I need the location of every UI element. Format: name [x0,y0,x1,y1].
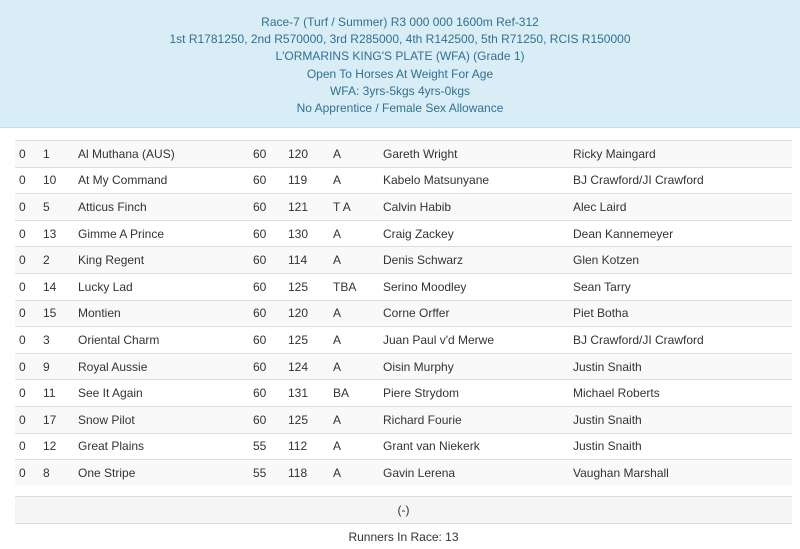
table-row [15,141,792,168]
runner-jockey: Piere Strydom [383,380,573,407]
runner-number: 9 [43,353,78,380]
runner-equipment: A [333,247,383,274]
table-row [15,220,792,247]
runner-jockey: Richard Fourie [383,406,573,433]
runner-horse: Lucky Lad [78,273,253,300]
race-conditions: Open To Horses At Weight For Age [306,66,494,81]
runner-weight: 60 [253,406,288,433]
table-row [15,194,792,221]
footer-placeholder: (-) [15,496,792,523]
runner-number: 13 [43,220,78,247]
runner-equipment: T A [333,194,383,221]
runner-trainer: Justin Snaith [573,353,792,380]
runner-trainer: BJ Crawford/JI Crawford [573,167,792,194]
runner-number: 15 [43,300,78,327]
runner-number: 10 [43,167,78,194]
runner-weight: 55 [253,460,288,487]
runner-weight: 55 [253,433,288,460]
runner-rating: 125 [288,406,333,433]
runner-horse: Royal Aussie [78,353,253,380]
runner-scratched: 0 [15,220,43,247]
runner-number: 5 [43,194,78,221]
race-title: Race-7 (Turf / Summer) R3 000 000 1600m Ref-312 [261,15,539,29]
runner-scratched: 0 [15,247,43,274]
runner-scratched: 0 [15,327,43,354]
runner-jockey: Juan Paul v'd Merwe [383,327,573,354]
runner-weight: 60 [253,141,288,168]
runners-table-wrapper [15,140,792,486]
runner-trainer: Michael Roberts [573,380,792,407]
runner-rating: 124 [288,353,333,380]
runner-rating: 112 [288,433,333,460]
runner-scratched: 0 [15,167,43,194]
runner-horse: Atticus Finch [78,194,253,221]
runner-horse: Gimme A Prince [78,220,253,247]
runner-rating: 114 [288,247,333,274]
runner-scratched: 0 [15,433,43,460]
runner-trainer: Justin Snaith [573,406,792,433]
table-row [15,247,792,274]
runner-equipment: A [333,460,383,487]
runner-horse: Oriental Charm [78,327,253,354]
runner-scratched: 0 [15,141,43,168]
race-header [0,0,800,128]
runner-jockey: Gavin Lerena [383,460,573,487]
table-row [15,327,792,354]
runner-number: 2 [43,247,78,274]
runner-weight: 60 [253,380,288,407]
runner-horse: King Regent [78,247,253,274]
runner-trainer: Glen Kotzen [573,247,792,274]
runner-trainer: Ricky Maingard [573,141,792,168]
runner-jockey: Corne Orffer [383,300,573,327]
table-row [15,167,792,194]
runner-rating: 125 [288,327,333,354]
runner-trainer: Justin Snaith [573,433,792,460]
runner-weight: 60 [253,167,288,194]
runner-weight: 60 [253,247,288,274]
runner-weight: 60 [253,220,288,247]
runner-horse: Great Plains [78,433,253,460]
runner-horse: Snow Pilot [78,406,253,433]
runner-weight: 60 [253,273,288,300]
runner-horse: Al Muthana (AUS) [78,141,253,168]
runner-weight: 60 [253,300,288,327]
runner-rating: 119 [288,167,333,194]
runner-jockey: Gareth Wright [383,141,573,168]
runners-table-body [15,141,792,487]
runner-scratched: 0 [15,273,43,300]
runner-scratched: 0 [15,300,43,327]
runner-scratched: 0 [15,460,43,487]
runner-trainer: Alec Laird [573,194,792,221]
runner-rating: 120 [288,300,333,327]
race-name: L'ORMARINS KING'S PLATE (WFA) (Grade 1) [275,49,525,64]
runner-equipment: A [333,327,383,354]
runner-trainer: Dean Kannemeyer [573,220,792,247]
runner-weight: 60 [253,327,288,354]
table-row [15,460,792,487]
runner-jockey: Serino Moodley [383,273,573,300]
runner-number: 3 [43,327,78,354]
runner-number: 1 [43,141,78,168]
runner-scratched: 0 [15,353,43,380]
runner-number: 14 [43,273,78,300]
runner-trainer: Sean Tarry [573,273,792,300]
runner-weight: 60 [253,353,288,380]
runner-trainer: Piet Botha [573,300,792,327]
runner-number: 12 [43,433,78,460]
runner-equipment: A [333,220,383,247]
runner-horse: One Stripe [78,460,253,487]
runner-rating: 118 [288,460,333,487]
runner-scratched: 0 [15,380,43,407]
runner-equipment: BA [333,380,383,407]
runner-scratched: 0 [15,194,43,221]
table-row [15,433,792,460]
runner-scratched: 0 [15,406,43,433]
runner-rating: 121 [288,194,333,221]
race-footer [15,496,792,549]
runner-jockey: Grant van Niekerk [383,433,573,460]
runner-rating: 130 [288,220,333,247]
runner-jockey: Craig Zackey [383,220,573,247]
runner-horse: At My Command [78,167,253,194]
runner-trainer: Vaughan Marshall [573,460,792,487]
runner-equipment: A [333,406,383,433]
runner-equipment: A [333,300,383,327]
runner-weight: 60 [253,194,288,221]
runner-rating: 120 [288,141,333,168]
runner-equipment: A [333,353,383,380]
runner-rating: 125 [288,273,333,300]
runners-count: Runners In Race: 13 [15,523,792,549]
runner-rating: 131 [288,380,333,407]
runner-horse: Montien [78,300,253,327]
race-stakes: 1st R1781250, 2nd R570000, 3rd R285000, 4th R142500, 5th R71250, RCIS R150000 [169,32,631,47]
runner-trainer: BJ Crawford/JI Crawford [573,327,792,354]
runner-number: 8 [43,460,78,487]
runner-equipment: TBA [333,273,383,300]
runner-jockey: Calvin Habib [383,194,573,221]
table-row [15,300,792,327]
runners-table [15,140,792,486]
table-row [15,406,792,433]
runner-equipment: A [333,141,383,168]
runner-equipment: A [333,433,383,460]
runner-number: 17 [43,406,78,433]
runner-jockey: Oisin Murphy [383,353,573,380]
runner-horse: See It Again [78,380,253,407]
runner-number: 11 [43,380,78,407]
runner-equipment: A [333,167,383,194]
race-wfa: WFA: 3yrs-5kgs 4yrs-0kgs [329,83,471,98]
table-row [15,273,792,300]
runner-jockey: Kabelo Matsunyane [383,167,573,194]
runner-jockey: Denis Schwarz [383,247,573,274]
table-row [15,380,792,407]
race-allowance: No Apprentice / Female Sex Allowance [296,101,504,116]
table-row [15,353,792,380]
